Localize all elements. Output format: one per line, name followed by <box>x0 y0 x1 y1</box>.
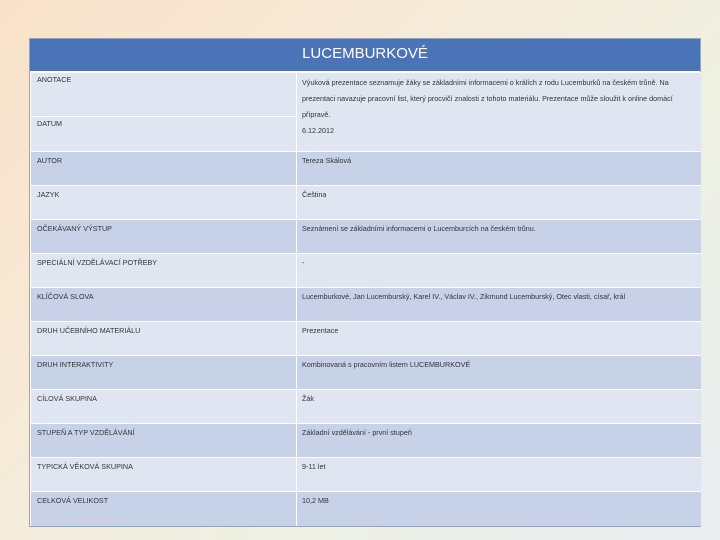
table-row-druh-interaktivity <box>31 356 701 390</box>
row-label-stupen-typ: STUPEŇ A TYP VZDĚLÁVÁNÍ <box>31 424 297 458</box>
table-row-vekova-skupina <box>31 458 701 492</box>
table-row-anotace <box>31 73 701 117</box>
table-row-klicova-slova <box>31 288 701 322</box>
row-value-stupen-typ: Základní vzdělávání - první stupeň <box>297 424 701 458</box>
datum-value: 6.12.2012 <box>302 126 334 135</box>
row-value-jazyk: Čeština <box>297 186 701 220</box>
metadata-sheet <box>29 38 701 527</box>
row-label-vekova-skupina: TYPICKÁ VĚKOVÁ SKUPINA <box>31 458 297 492</box>
row-value-ocekavany-vystup: Seznámení se základními informacemi o Lucemburcích na českém trůnu. <box>297 220 701 254</box>
row-label-druh-materialu: DRUH UČEBNÍHO MATERIÁLU <box>31 322 297 356</box>
row-label-autor: AUTOR <box>31 152 297 186</box>
row-value-anotace <box>297 73 701 152</box>
anotace-text: Výuková prezentace seznamuje žáky se základními informacemi o králích z rodu Lucemburků na českém trůně. Na prezentaci navazuje pracovní list, který procvičí znalosti z tohoto materiálu. Prezentace může sloužit k online domácí přípravě. <box>302 78 673 119</box>
row-value-cilova-skupina: Žák <box>297 390 701 424</box>
table-row-stupen-typ <box>31 424 701 458</box>
row-label-datum: DATUM <box>31 117 297 152</box>
table-row-autor <box>31 152 701 186</box>
row-label-druh-interaktivity: DRUH INTERAKTIVITY <box>31 356 297 390</box>
metadata-table <box>30 72 701 526</box>
row-label-celkova-velikost: CELKOVÁ VELIKOST <box>31 492 297 526</box>
row-value-autor: Tereza Skálová <box>297 152 701 186</box>
row-label-jazyk: JAZYK <box>31 186 297 220</box>
row-value-klicova-slova: Lucemburkové, Jan Lucemburský, Karel IV., Václav IV., Zikmund Lucemburský, Otec vlasti, císař, král <box>297 288 701 322</box>
row-value-celkova-velikost: 10,2 MB <box>297 492 701 526</box>
table-row-cilova-skupina <box>31 390 701 424</box>
row-value-vekova-skupina: 9-11 let <box>297 458 701 492</box>
row-value-specialni-potreby: - <box>297 254 701 288</box>
row-label-specialni-potreby: SPECIÁLNÍ VZDĚLÁVACÍ POTŘEBY <box>31 254 297 288</box>
table-row-ocekavany-vystup <box>31 220 701 254</box>
table-row-specialni-potreby <box>31 254 701 288</box>
table-row-jazyk <box>31 186 701 220</box>
row-value-druh-interaktivity: Kombinovaná s pracovním listem LUCEMBURKOVÉ <box>297 356 701 390</box>
row-label-ocekavany-vystup: OČEKÁVANÝ VÝSTUP <box>31 220 297 254</box>
row-label-cilova-skupina: CÍLOVÁ SKUPINA <box>31 390 297 424</box>
table-row-celkova-velikost <box>31 492 701 526</box>
table-row-druh-materialu <box>31 322 701 356</box>
row-value-druh-materialu: Prezentace <box>297 322 701 356</box>
row-label-klicova-slova: KLÍČOVÁ SLOVA <box>31 288 297 322</box>
row-label-anotace: ANOTACE <box>31 73 297 117</box>
document-title: LUCEMBURKOVÉ <box>30 39 700 72</box>
